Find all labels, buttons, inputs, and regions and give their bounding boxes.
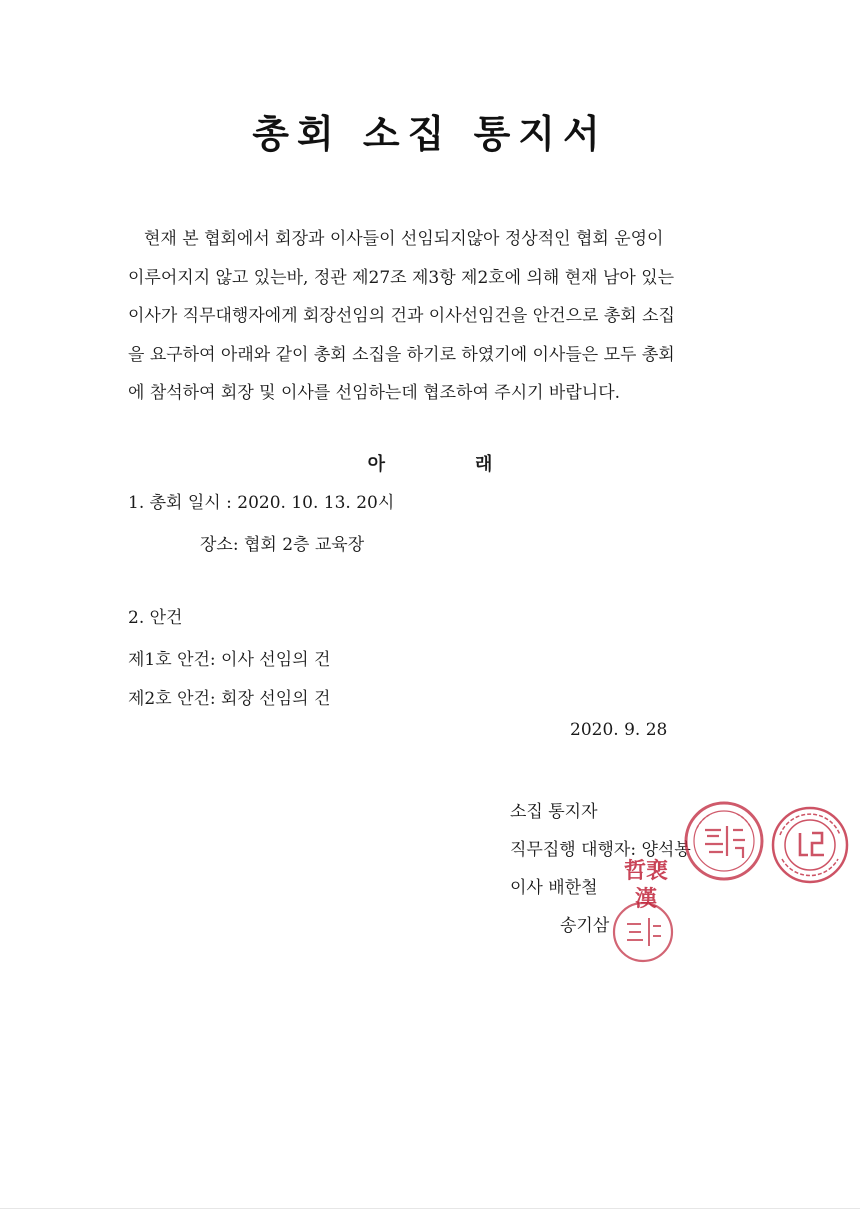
seal-glyph: 漢: [635, 886, 658, 912]
heading-char-left: 아: [367, 454, 385, 475]
meeting-place: 장소: 협회 2층 교육장: [200, 535, 365, 555]
document-title: 총회 소집 통지서: [252, 112, 608, 156]
section-heading: [0, 450, 860, 476]
director-name: 이사 배한철: [510, 878, 598, 898]
notice-body: [128, 220, 748, 413]
seal-glyph: 哲: [624, 858, 647, 884]
lower-seal-stamp: [611, 900, 675, 964]
heading-char-right: 래: [475, 454, 493, 475]
agenda-item-1: 제1호 안건: 이사 선임의 건: [128, 650, 331, 670]
page-edge-rule: [0, 1208, 860, 1209]
seal-glyph: 裵: [646, 858, 669, 884]
acting-director: 직무집행 대행자: 양석봉: [510, 840, 691, 860]
association-seal-stamp: [770, 805, 850, 885]
agenda-heading: 2. 안건: [128, 608, 183, 628]
body-line: 현재 본 협회에서 회장과 이사들이 선임되지않아 정상적인 협회 운영이: [144, 229, 664, 249]
round-seal-stamp: [683, 800, 765, 882]
body-line: 이루어지지 않고 있는바, 정관 제27조 제3항 제2호에 의해 현재 남아 있는: [128, 267, 675, 288]
director-second-name: 송기삼: [560, 916, 610, 936]
meeting-datetime: 1. 총회 일시 : 2020. 10. 13. 20시: [128, 493, 395, 513]
notifier-label: 소집 통지자: [510, 802, 598, 822]
body-line: 을 요구하여 아래와 같이 총회 소집을 하기로 하였기에 이사들은 모두 총회: [128, 344, 675, 365]
body-line: 이사가 직무대행자에게 회장선임의 건과 이사선임건을 안건으로 총회 소집: [128, 306, 675, 326]
body-line: 에 참석하여 회장 및 이사를 선임하는데 협조하여 주시기 바랍니다.: [128, 383, 621, 403]
agenda-item-2: 제2호 안건: 회장 선임의 건: [128, 689, 331, 709]
notice-date: 2020. 9. 28: [570, 720, 668, 740]
